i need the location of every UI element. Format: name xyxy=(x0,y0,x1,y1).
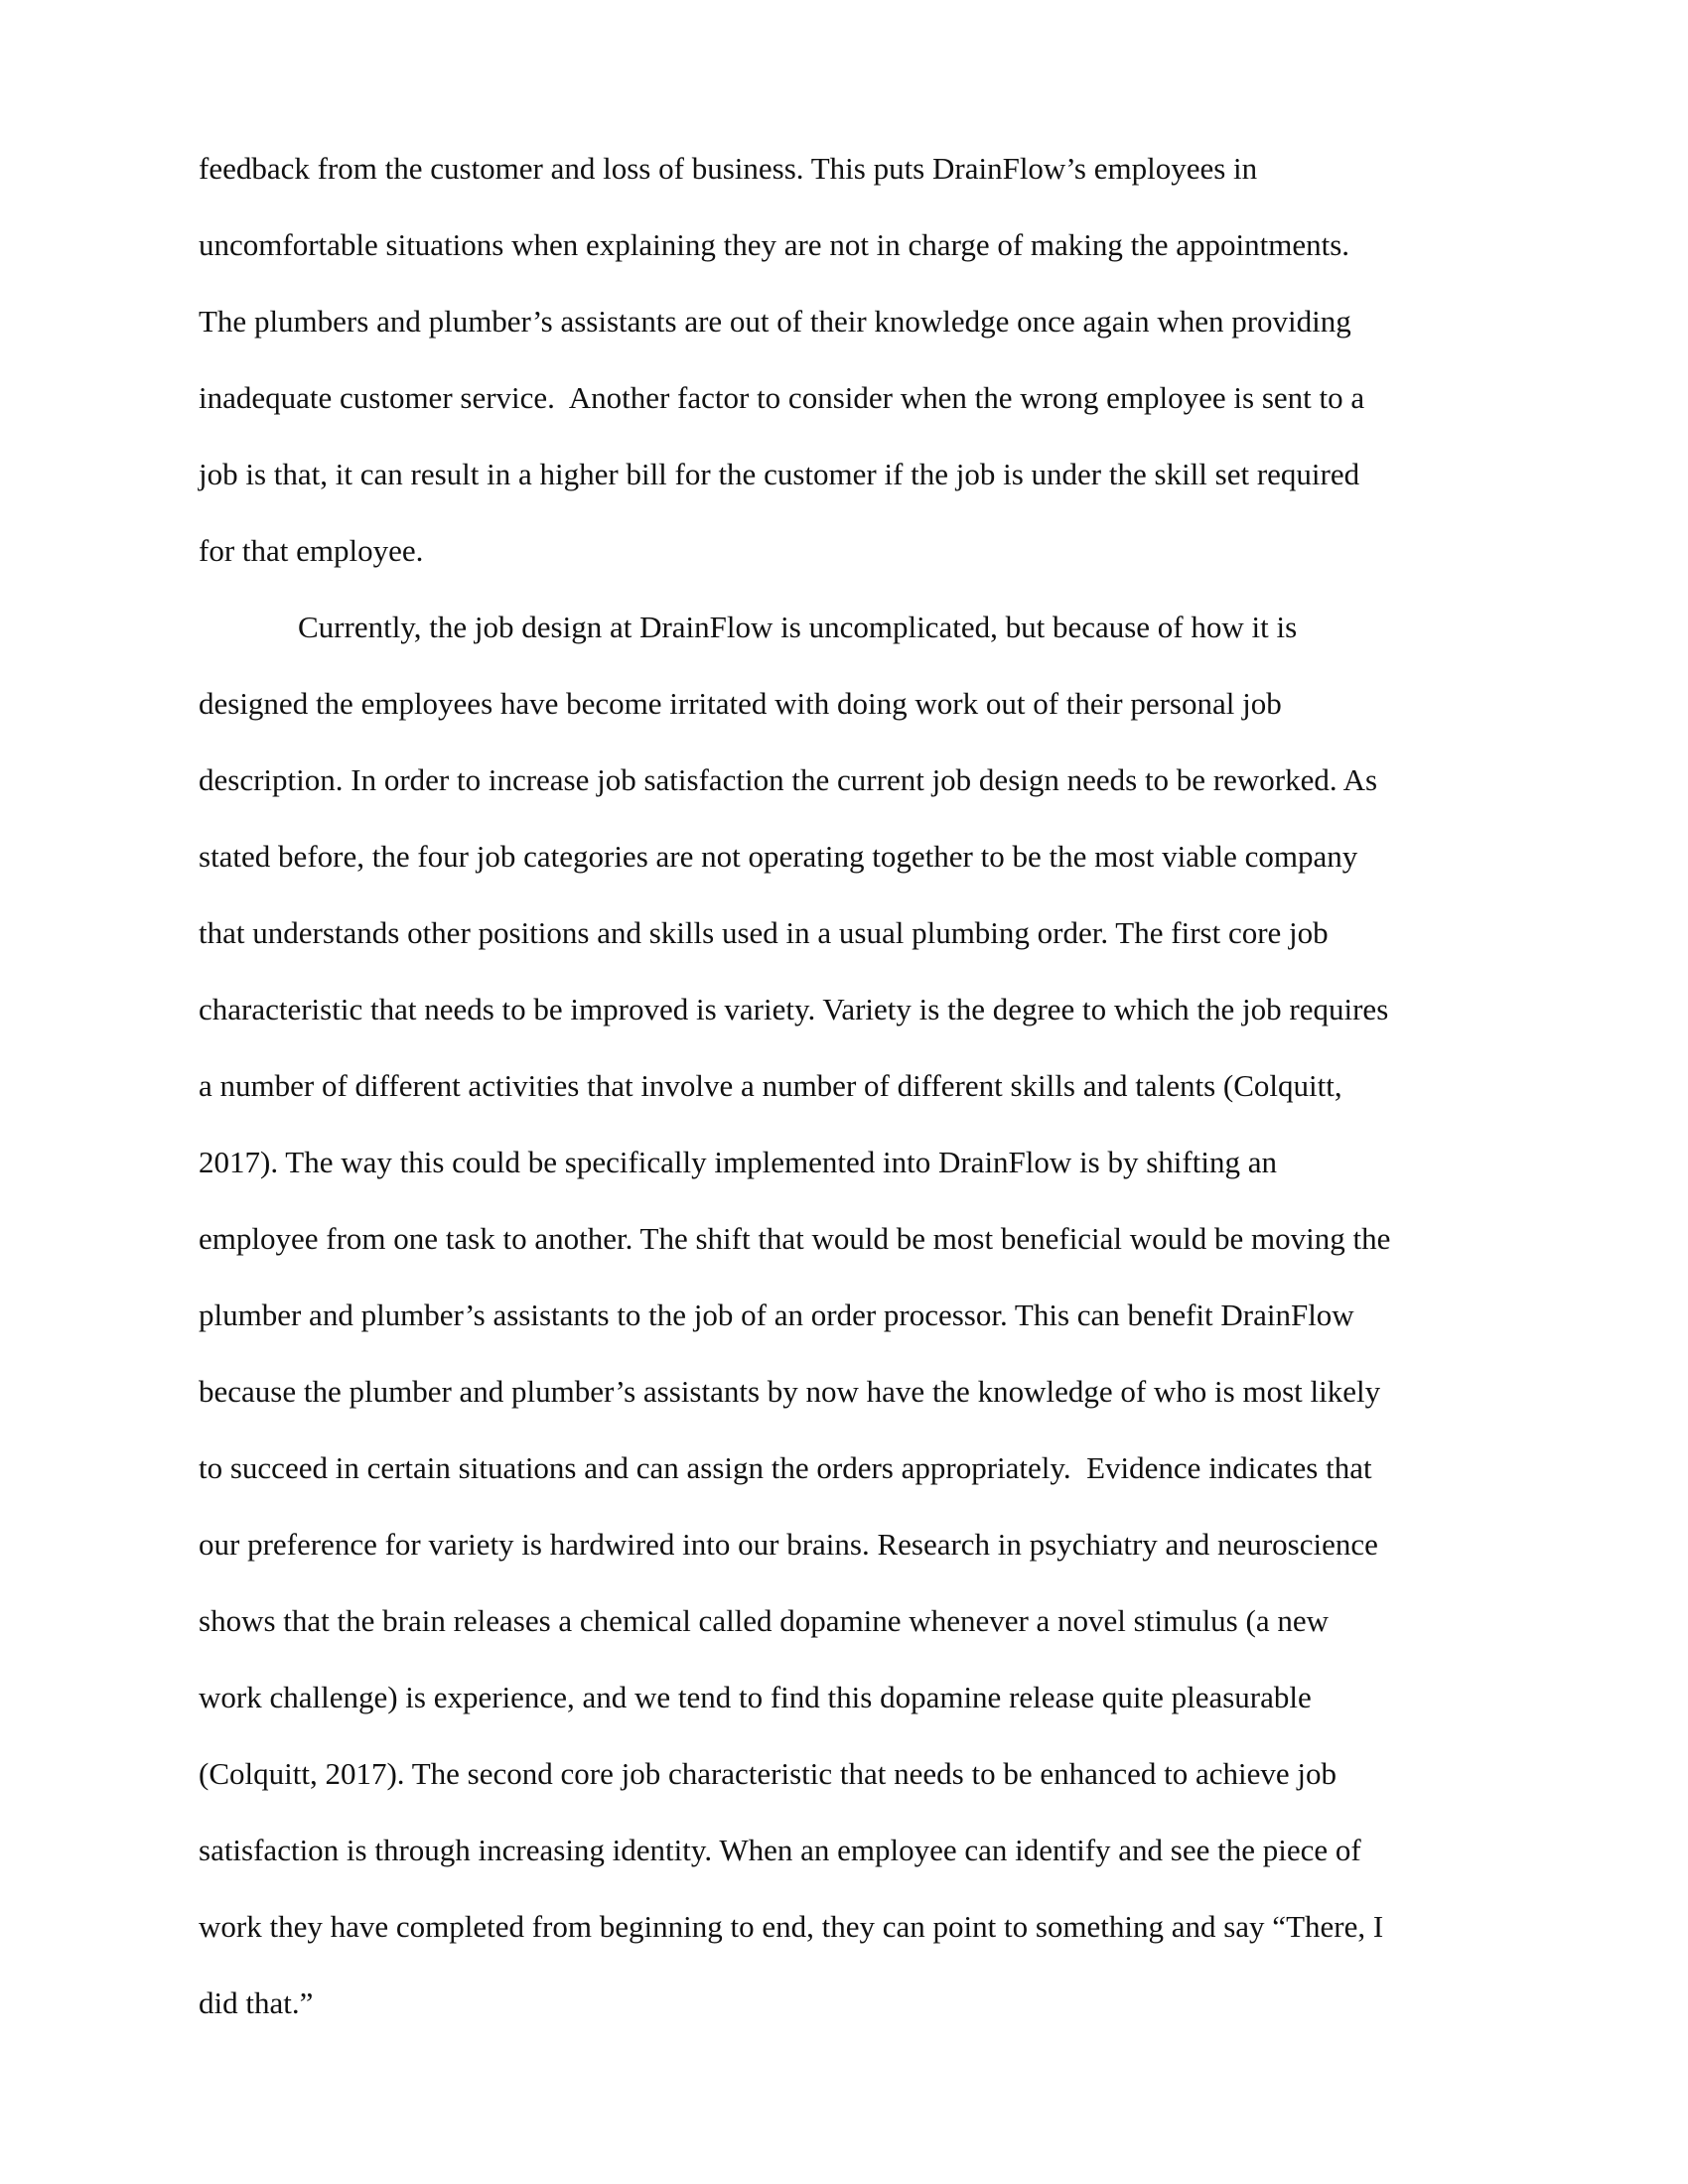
text-line: 2017). The way this could be specifically implemented into DrainFlow is by shifting an xyxy=(199,1145,1277,1179)
text-line: that understands other positions and skills used in a usual plumbing order. The first core job xyxy=(199,915,1329,950)
text-line: satisfaction is through increasing identity. When an employee can identify and see the piece of xyxy=(199,1833,1361,1867)
text-line: our preference for variety is hardwired into our brains. Research in psychiatry and neuroscience xyxy=(199,1527,1378,1562)
text-line: stated before, the four job categories are not operating together to be the most viable company xyxy=(199,839,1358,874)
text-line: job is that, it can result in a higher bill for the customer if the job is under the skill set required xyxy=(199,457,1360,491)
text-line: to succeed in certain situations and can assign the orders appropriately. Evidence indicates that xyxy=(199,1450,1372,1485)
text-line: because the plumber and plumber’s assistants by now have the knowledge of who is most likely xyxy=(199,1374,1381,1409)
text-line: did that.” xyxy=(199,1985,314,2020)
text-line: a number of different activities that involve a number of different skills and talents (Colquitt, xyxy=(199,1068,1342,1103)
text-line: shows that the brain releases a chemical called dopamine whenever a novel stimulus (a new xyxy=(199,1603,1329,1638)
text-line: for that employee. xyxy=(199,533,424,568)
text-line: work they have completed from beginning to end, they can point to something and say “There, I xyxy=(199,1909,1384,1944)
text-line: plumber and plumber’s assistants to the job of an order processor. This can benefit DrainFlow xyxy=(199,1297,1354,1332)
text-line: (Colquitt, 2017). The second core job characteristic that needs to be enhanced to achieve job xyxy=(199,1756,1337,1791)
text-line: work challenge) is experience, and we tend to find this dopamine release quite pleasurable xyxy=(199,1680,1312,1714)
text-line: feedback from the customer and loss of business. This puts DrainFlow’s employees in xyxy=(199,151,1258,186)
text-line: Currently, the job design at DrainFlow is uncomplicated, but because of how it is xyxy=(298,610,1298,644)
text-line: description. In order to increase job satisfaction the current job design needs to be reworked. As xyxy=(199,762,1378,797)
text-line: employee from one task to another. The shift that would be most beneficial would be moving the xyxy=(199,1221,1391,1256)
text-line: The plumbers and plumber’s assistants are out of their knowledge once again when providing xyxy=(199,304,1351,339)
text-line: designed the employees have become irritated with doing work out of their personal job xyxy=(199,686,1282,721)
text-line: inadequate customer service. Another factor to consider when the wrong employee is sent to a xyxy=(199,380,1365,415)
text-line: characteristic that needs to be improved is variety. Variety is the degree to which the job requires xyxy=(199,992,1389,1026)
text-line: uncomfortable situations when explaining they are not in charge of making the appointments. xyxy=(199,227,1350,262)
